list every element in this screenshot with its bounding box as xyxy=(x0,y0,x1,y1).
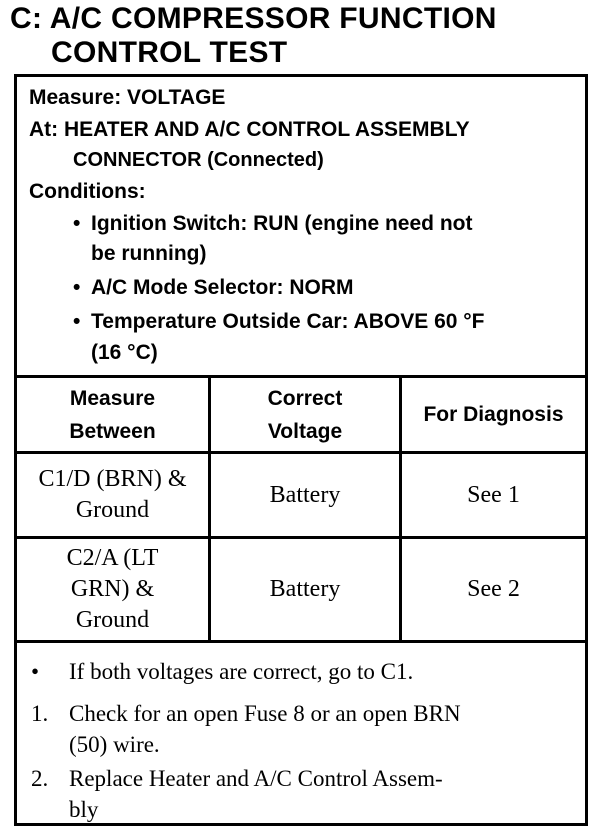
bullet-icon: • xyxy=(31,659,40,684)
condition-item xyxy=(73,307,485,337)
condition-item xyxy=(73,209,472,239)
cell-text: Ground xyxy=(75,497,150,523)
bullet-icon: • xyxy=(73,276,81,299)
note-number: 2. xyxy=(31,766,49,791)
cell-text: C1/D (BRN) & xyxy=(38,466,187,492)
condition-item xyxy=(73,273,354,303)
bullet-icon: • xyxy=(73,212,81,235)
measure-line: Measure: VOLTAGE xyxy=(29,86,226,109)
header-text: Voltage xyxy=(267,419,343,443)
table-cell-for-diagnosis: See 1 xyxy=(467,481,520,508)
condition-text: Ignition Switch: RUN (engine need not xyxy=(91,212,473,235)
header-measure-between xyxy=(17,378,208,451)
at-line-2: CONNECTOR (Connected) xyxy=(73,149,324,171)
cell-text: GRN) & xyxy=(70,576,155,602)
header-text: Correct xyxy=(267,386,343,410)
note-text: Replace Heater and A/C Control Assem- xyxy=(69,766,443,791)
table-cell-measure-between xyxy=(17,539,208,640)
cell-text: C2/A (LT xyxy=(66,545,159,571)
header-correct-voltage xyxy=(211,378,399,451)
note-item xyxy=(31,698,579,760)
note-item xyxy=(31,656,579,687)
condition-text: A/C Mode Selector: NORM xyxy=(91,276,354,299)
note-text: Check for an open Fuse 8 or an open BRN xyxy=(69,701,461,726)
table-cell-correct-voltage: Battery xyxy=(269,481,341,508)
header-text: Measure xyxy=(69,386,156,410)
condition-text-continued: (16 °C) xyxy=(91,341,158,364)
note-text: If both voltages are correct, go to C1. xyxy=(69,659,414,684)
header-text: For Diagnosis xyxy=(423,403,564,426)
condition-text: Temperature Outside Car: ABOVE 60 °F xyxy=(91,310,485,333)
cell-text: Ground xyxy=(75,607,150,633)
bullet-icon: • xyxy=(73,310,81,333)
at-line-1: At: HEATER AND A/C CONTROL ASSEMBLY xyxy=(29,118,470,141)
condition-text-continued: be running) xyxy=(91,242,207,265)
test-procedure-box xyxy=(14,74,588,826)
table-cell-for-diagnosis: See 2 xyxy=(467,576,520,602)
header-text: Between xyxy=(69,419,156,443)
document-title xyxy=(10,2,600,70)
note-number: 1. xyxy=(31,701,49,726)
note-text-continued: bly xyxy=(69,797,99,822)
diagnosis-notes xyxy=(17,643,585,823)
title-line-1: C: A/C COMPRESSOR FUNCTION xyxy=(10,2,497,35)
note-item xyxy=(31,763,579,825)
conditions-label: Conditions: xyxy=(29,180,146,203)
header-for-diagnosis xyxy=(402,378,585,451)
table-cell-measure-between xyxy=(17,454,208,536)
title-line-2: CONTROL TEST xyxy=(51,36,288,69)
test-conditions-block xyxy=(17,77,585,375)
note-text-continued: (50) wire. xyxy=(69,732,160,757)
voltage-table xyxy=(17,375,585,643)
table-cell-correct-voltage: Battery xyxy=(269,576,341,602)
